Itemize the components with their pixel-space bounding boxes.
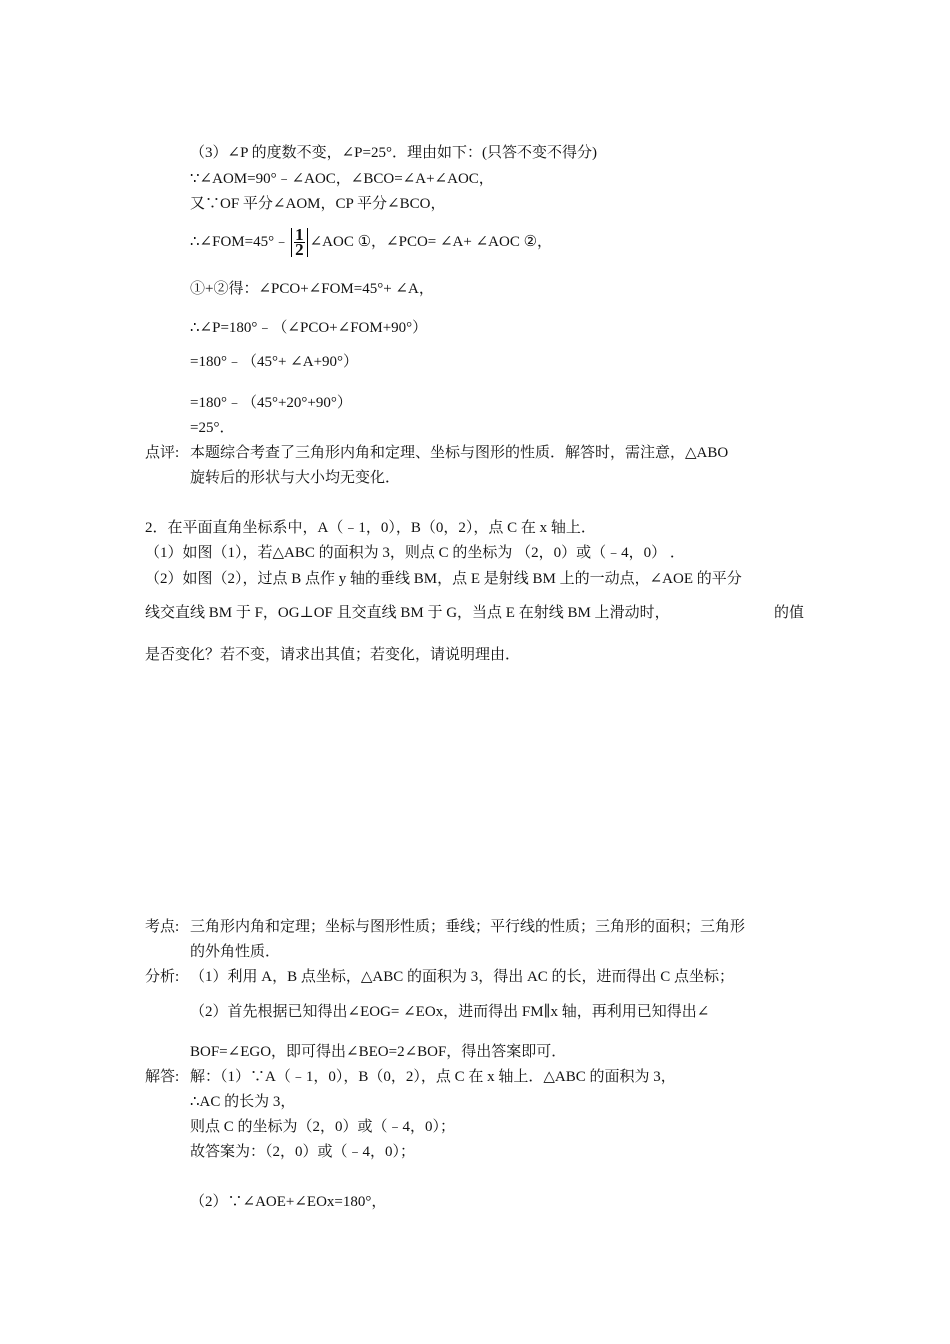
sol3-line-1: （3）∠P 的度数不变，∠P=25°．理由如下：(只答不变不得分) <box>190 145 597 161</box>
sol3-line-4 <box>190 225 553 259</box>
jieda-line-1: 解：（1）∵A（﹣1，0），B（0，2），点 C 在 x 轴上．△ABC 的面积为 3， <box>190 1069 676 1085</box>
sol3-line-6: ∴∠P=180°﹣（∠PCO+∠FOM+90°） <box>190 320 428 336</box>
question-2-line-3: （2）如图（2），过点 B 点作 y 轴的垂线 BM，点 E 是射线 BM 上的一动点，∠AOE 的平分 <box>145 571 742 587</box>
question-2-line-4: 线交直线 BM 于 F，OG⊥OF 且交直线 BM 于 G，当点 E 在射线 BM 上滑动时， <box>145 605 670 621</box>
sol3-line-8: =180°﹣（45°+20°+90°） <box>190 395 352 411</box>
fenxi-line-2: （2）首先根据已知得出∠EOG= ∠EOx，进而得出 FM∥x 轴，再利用已知得出∠ <box>190 1004 710 1020</box>
jieda-line-3: 则点 C 的坐标为（2，0）或（﹣4，0）； <box>190 1119 456 1135</box>
sol3-line-4-start: ∴∠FOM=45°﹣ <box>190 233 290 250</box>
question-2-line-1: 2．在平面直角坐标系中，A（﹣1，0），B（0，2），点 C 在 x 轴上． <box>145 520 596 536</box>
question-2-line-5: 是否变化？若不变，请求出其值；若变化，请说明理由． <box>145 647 521 663</box>
sol3-line-7: =180°﹣（45°+ ∠A+90°） <box>190 354 359 370</box>
fenxi-line-3: BOF=∠EGO，即可得出∠BEO=2∠BOF，得出答案即可． <box>190 1044 567 1060</box>
kaodian-line-2: 的外角性质． <box>190 944 281 960</box>
sol3-line-2: ∵∠AOM=90°﹣∠AOC，∠BCO=∠A+∠AOC， <box>190 171 494 187</box>
sol3-line-9: =25°． <box>190 420 235 436</box>
comment-label: 点评: <box>145 445 180 461</box>
jieda-line-4: 故答案为：（2，0）或（﹣4，0）； <box>190 1144 416 1160</box>
kaodian-label: 考点: <box>145 919 180 935</box>
jieda-line-2: ∴AC 的长为 3， <box>190 1094 296 1110</box>
question-2-line-4-end: 的值 <box>774 605 805 621</box>
fenxi-label: 分析: <box>145 969 180 985</box>
jieda-line-5: （2）∵∠AOE+∠EOx=180°， <box>190 1194 387 1210</box>
question-2-line-2: （1）如图（1），若△ABC 的面积为 3，则点 C 的坐标为 （2，0）或（﹣4，0） ． <box>145 545 685 561</box>
one-half-fraction <box>291 225 308 259</box>
fraction-numerator: 1 <box>295 225 304 244</box>
sol3-line-3: 又∵OF 平分∠AOM，CP 平分∠BCO， <box>190 196 446 212</box>
fenxi-line-1: （1）利用 A，B 点坐标，△ABC 的面积为 3，得出 AC 的长，进而得出 C 点坐标； <box>190 969 735 985</box>
fraction-denominator: 2 <box>295 240 304 259</box>
comment-line-2: 旋转后的形状与大小均无变化． <box>190 470 401 486</box>
kaodian-line-1: 三角形内角和定理；坐标与图形性质；垂线；平行线的性质；三角形的面积；三角形 <box>190 919 746 935</box>
sol3-line-4-end: ∠AOC ①，∠PCO= ∠A+ ∠AOC ②， <box>309 233 553 250</box>
jieda-label: 解答: <box>145 1069 180 1085</box>
comment-line-1: 本题综合考查了三角形内角和定理、坐标与图形的性质．解答时，需注意，△ABO <box>190 445 729 461</box>
sol3-line-5: ①+②得：∠PCO+∠FOM=45°+ ∠A， <box>190 281 434 297</box>
